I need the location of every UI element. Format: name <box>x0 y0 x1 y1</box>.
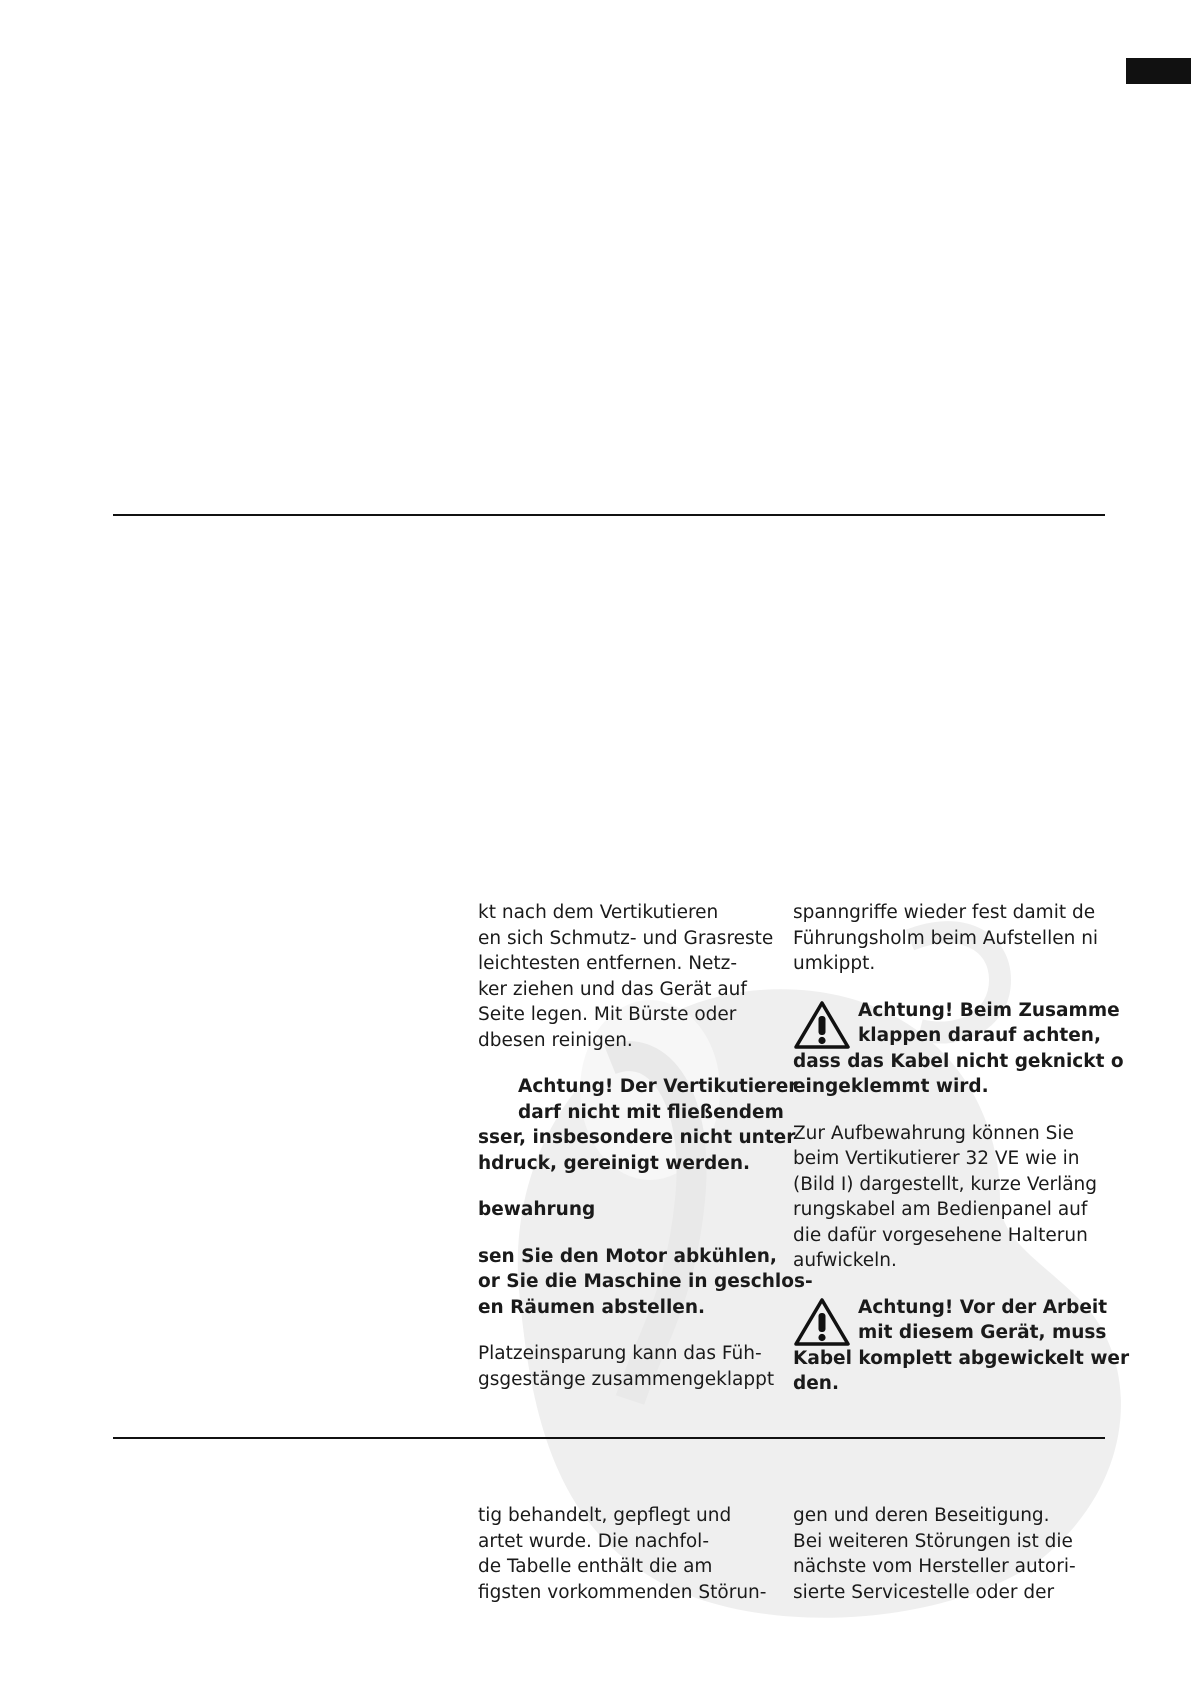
warning-text: sser, insbesondere nicht unter <box>478 1127 796 1148</box>
text-line: beim Vertikutierer 32 VE wie in <box>793 1148 1080 1169</box>
text-line: Seite legen. Mit Bürste oder <box>478 1004 737 1025</box>
text-line: leichtesten entfernen. Netz- <box>478 953 738 974</box>
section-heading: bewahrung <box>478 1199 596 1220</box>
text-line: aufwickeln. <box>793 1250 897 1271</box>
text-line: tig behandelt, gepflegt und <box>478 1505 732 1526</box>
text-column-right-lower <box>793 1503 1079 1605</box>
bold-text-line: sen Sie den Motor abkühlen, <box>478 1245 777 1267</box>
text-line: ker ziehen und das Gerät auf <box>478 978 747 1000</box>
text-line: Führungsholm beim Aufstellen ni <box>793 927 1099 949</box>
text-line: gen und deren Beseitigung. <box>793 1505 1050 1526</box>
warning-triangle-icon <box>793 1000 851 1050</box>
warning-text: hdruck, gereinigt werden. <box>478 1152 751 1174</box>
warning-text: mit diesem Gerät, muss <box>858 1322 1107 1343</box>
text-column-right <box>793 900 1130 1397</box>
text-line: de Tabelle enthält die am <box>478 1556 713 1577</box>
text-line: (Bild I) dargestellt, kurze Verläng <box>793 1173 1098 1195</box>
text-line: Bei weiteren Störungen ist die <box>793 1530 1073 1552</box>
text-line: dbesen reinigen. <box>478 1029 633 1051</box>
warning-text: eingeklemmt wird. <box>793 1076 989 1097</box>
text-line: artet wurde. Die nachfol- <box>478 1530 709 1552</box>
warning-text: klappen darauf achten, <box>858 1025 1101 1046</box>
text-line: en sich Schmutz- und Grasreste <box>478 927 774 949</box>
warning-text: Achtung! Beim Zusamme <box>858 999 1120 1021</box>
warning-text: Achtung! Vor der Arbeit <box>858 1296 1108 1318</box>
page-tab-marker <box>1126 58 1191 84</box>
warning-text: den. <box>793 1373 839 1394</box>
warning-text: Achtung! Der Vertikutierer <box>518 1076 798 1097</box>
text-line: Zur Aufbewahrung können Sie <box>793 1122 1074 1144</box>
bold-text-line: or Sie die Maschine in geschlos- <box>478 1271 813 1292</box>
text-line: gsgestänge zusammengeklappt <box>478 1368 775 1390</box>
text-column-left-lower <box>478 1503 768 1605</box>
text-line: rungskabel am Bedienpanel auf <box>793 1199 1088 1220</box>
text-line: spanngriffe wieder fest damit de <box>793 902 1096 923</box>
text-line: umkippt. <box>793 953 876 974</box>
warning-text: Kabel komplett abgewickelt wer <box>793 1347 1130 1369</box>
warning-text: darf nicht mit fließendem <box>518 1101 784 1123</box>
text-line: nächste vom Hersteller autori- <box>793 1556 1076 1577</box>
section-divider-bottom <box>113 1437 1105 1439</box>
text-line: Platzeinsparung kann das Füh- <box>478 1343 762 1364</box>
text-line: figsten vorkommenden Störun- <box>478 1581 767 1603</box>
text-line: kt nach dem Vertikutieren <box>478 902 719 923</box>
bold-text-line: en Räumen abstellen. <box>478 1296 706 1318</box>
text-line: sierte Servicestelle oder der <box>793 1581 1055 1603</box>
warning-triangle-icon <box>793 1297 851 1347</box>
text-column-left <box>478 900 813 1392</box>
section-divider-top <box>113 514 1105 516</box>
warning-text: dass das Kabel nicht geknickt o <box>793 1050 1124 1072</box>
text-line: die dafür vorgesehene Halterun <box>793 1224 1088 1246</box>
